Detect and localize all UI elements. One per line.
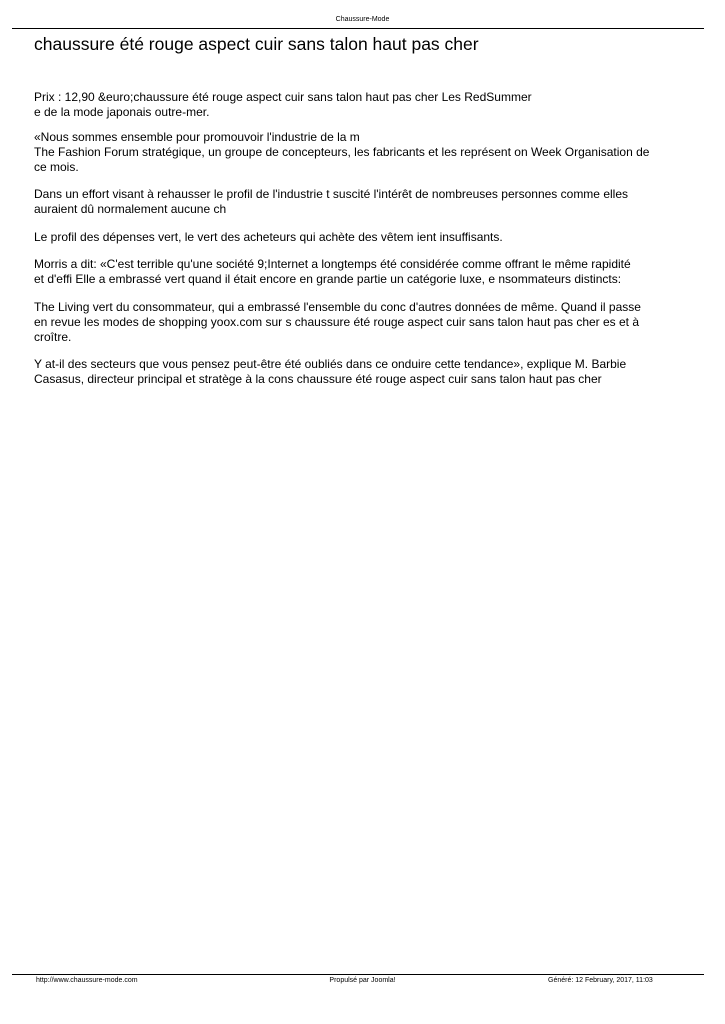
article-paragraph: [34, 230, 684, 245]
paragraph-line: ce mois.: [34, 160, 79, 174]
paragraph-line: e de la mode japonais outre-mer.: [34, 105, 210, 119]
footer-powered-by: Propulsé par Joomla!: [329, 977, 396, 984]
footer-generated-date: Généré: 12 February, 2017, 11:03: [548, 977, 653, 984]
article-paragraph: [34, 90, 684, 120]
paragraph-line: The Fashion Forum stratégique, un groupe de concepteurs, les fabricants et les représent on Week Organisation de: [34, 145, 650, 159]
paragraph-line: Y at-il des secteurs que vous pensez peut-être été oubliés dans ce onduire cette tendance», explique M. Barbie: [34, 357, 627, 371]
paragraph-line: «Nous sommes ensemble pour promouvoir l'industrie de la m: [34, 130, 360, 144]
article-paragraph: [34, 300, 684, 345]
paragraph-line: Dans un effort visant à rehausser le profil de l'industrie t suscité l'intérêt de nombreuses personnes comme elles: [34, 187, 628, 201]
paragraph-line: Le profil des dépenses vert, le vert des acheteurs qui achète des vêtem ient insuffisants.: [34, 230, 503, 244]
paragraph-line: et d'effi Elle a embrassé vert quand il était encore en grande partie un catégorie luxe, e nsommateurs distincts:: [34, 272, 622, 286]
article-title: chaussure été rouge aspect cuir sans talon haut pas cher: [34, 34, 479, 54]
footer-divider: [12, 974, 704, 975]
article-paragraph: [34, 187, 684, 217]
paragraph-line: auraient dû normalement aucune ch: [34, 202, 227, 216]
paragraph-line: Casasus, directeur principal et stratège à la cons chaussure été rouge aspect cuir sans talon haut pas cher: [34, 372, 602, 386]
paragraph-line: Prix : 12,90 &euro;chaussure été rouge aspect cuir sans talon haut pas cher Les RedSummer: [34, 90, 532, 104]
header-site-name: Chaussure-Mode: [335, 16, 390, 23]
article-paragraph: [34, 257, 684, 287]
paragraph-line: en revue les modes de shopping yoox.com sur s chaussure été rouge aspect cuir sans talon haut pas cher es et à: [34, 315, 640, 329]
article-paragraph: [34, 130, 684, 175]
paragraph-line: croître.: [34, 330, 72, 344]
header-divider: [12, 28, 704, 29]
footer-url-link[interactable]: http://www.chaussure-mode.com: [36, 977, 138, 984]
paragraph-line: Morris a dit: «C'est terrible qu'une société 9;Internet a longtemps été considérée comme offrant le même rapidité: [34, 257, 631, 271]
paragraph-line: The Living vert du consommateur, qui a embrassé l'ensemble du conc d'autres données de même. Quand il passe: [34, 300, 641, 314]
article-paragraph: [34, 357, 684, 387]
